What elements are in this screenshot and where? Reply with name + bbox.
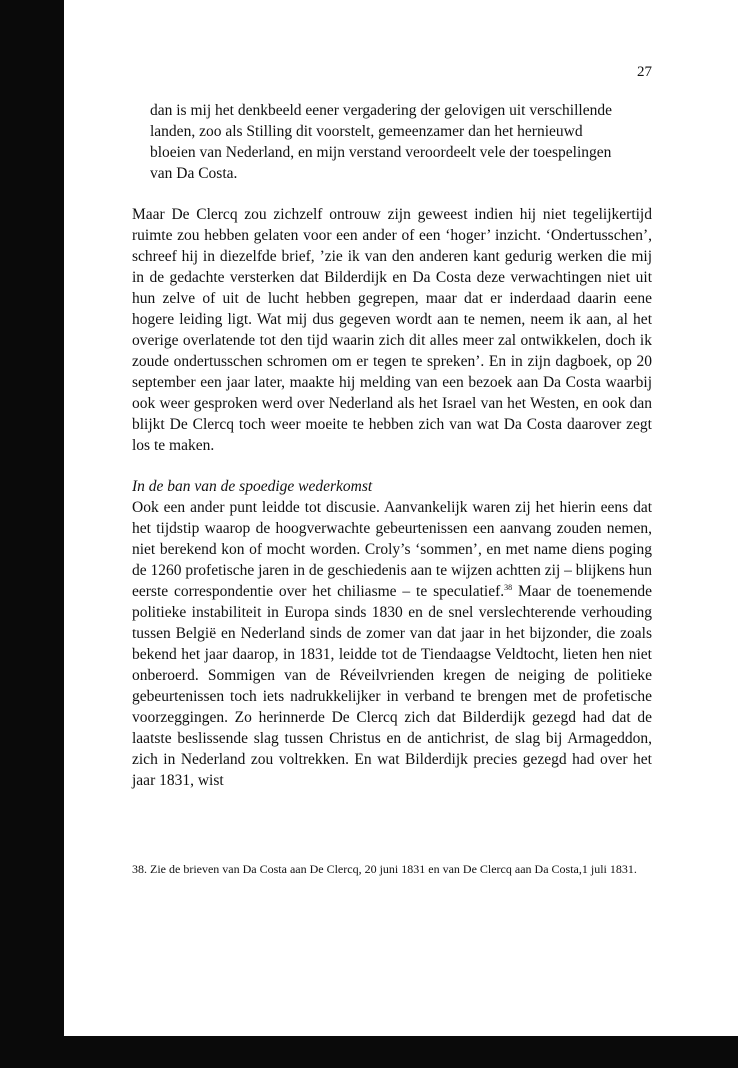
scan-edge-left (0, 0, 64, 1068)
paragraph-1: Maar De Clercq zou zichzelf ontrouw zijn geweest indien hij niet tegelijkertijd ruimte zou hebben gelaten voor een ander of een ‘hoger’ inzicht. ‘Ondertusschen’, schreef hij in diezelfde brief, ’zie ik van den anderen kant gedurig werken die mij in de gedachte versterken dat Bilderdijk en Da Costa deze verwachtingen niet uit hun zelve of uit de lucht hebben gegrepen, maar dat er inderdaad daarin eene hogere leiding ligt. Wat mij dus gegeven wordt aan te nemen, neem ik aan, al het overige overlatende tot den tijd waarin zich dit alles meer zal ontwikkelen, doch ik zoude ondertusschen schromen om er tegen te spreken’. En in zijn dagboek, op 20 september een jaar later, maakte hij melding van een bezoek aan Da Costa waarbij ook weer gesproken werd over Nederland als het Israel van het Westen, en ook dan blijkt De Clercq toch weer moeite te hebben zich van wat Da Costa daarover zegt los te maken. (132, 206, 652, 454)
section-text-part-2: Maar de toenemende politieke instabiliteit in Europa sinds 1830 en de snel verslechterende verhouding tussen België en Nederland sinds de zomer van dat jaar in het bijzonder, die zoals bekend het jaar daarop, in 1831, leidde tot de Tiendaagse Veldtocht, lieten hen niet onberoerd. Sommigen van de Réveilvrienden kregen de neiging de politieke gebeurtenissen toch iets nadrukkelijker in verband te brengen met de profetische voorzeggingen. Zo herinnerde De Clercq zich dat Bilderdijk gezegd had dat de laatste beslissende slag tussen Christus en de antichrist, de slag bij Armageddon, zich in Nederland zou voltrekken. En wat Bilderdijk precies gezegd had over het jaar 1831, wist (132, 583, 652, 789)
quote-line: bloeien van Nederland, en mijn verstand veroordeelt vele der toespelingen (150, 144, 612, 161)
quote-line: landen, zoo als Stilling dit voorstelt, gemeenzamer dan het hernieuwd (150, 123, 583, 140)
quote-line: dan is mij het denkbeeld eener vergadering der gelovigen uit verschillende (150, 102, 612, 119)
main-text (132, 100, 652, 791)
page-number: 27 (637, 64, 652, 80)
scan-edge-bottom (0, 1036, 738, 1068)
footnote-reference: 38 (504, 582, 513, 592)
section-heading: In de ban van de spoedige wederkomst (132, 478, 373, 495)
section-paragraph (132, 497, 652, 791)
block-quote (150, 100, 652, 184)
section-text-part-1: Ook een ander punt leidde tot discusie. Aanvankelijk waren zij het hierin eens dat het tijdstip waarop de hoogverwachte gebeurtenissen een aanvang zouden nemen, niet berekend kon of mocht worden. Croly’s ‘sommen’, en met name diens poging de 1260 profetische jaren in de geschiedenis aan te wijzen achtten zij – blijkens hun eerste correspondentie over het chiliasme – te speculatief. (132, 499, 652, 600)
footnote: 38. Zie de brieven van Da Costa aan De Clercq, 20 juni 1831 en van De Clercq aan Da Costa,1 juli 1831. (132, 862, 637, 876)
quote-line: van Da Costa. (150, 165, 238, 182)
